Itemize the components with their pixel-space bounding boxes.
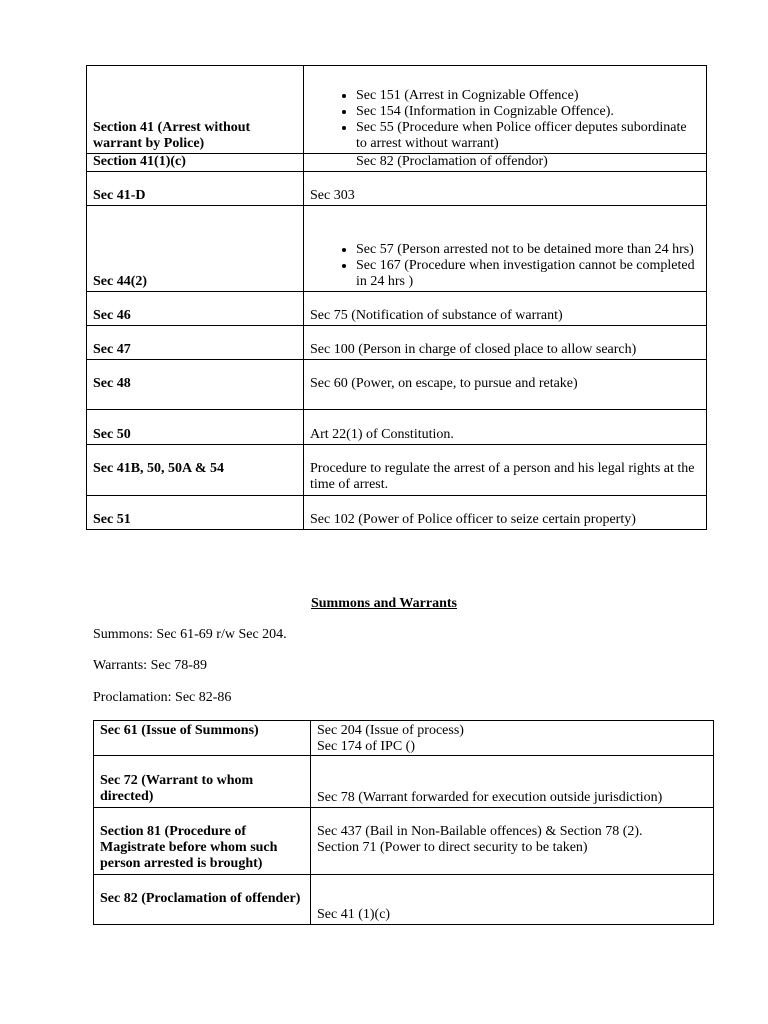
table-row xyxy=(94,808,714,875)
row-label: Sec 46 xyxy=(87,292,304,326)
row-label: Sec 47 xyxy=(87,326,304,360)
row-label: Sec 51 xyxy=(87,496,304,530)
bullet-list xyxy=(310,242,700,290)
row-label: Sec 72 (Warrant to whom directed) xyxy=(94,756,311,808)
cross-reference-table xyxy=(86,65,707,530)
row-detail: Sec 82 (Proclamation of offendor) xyxy=(304,154,707,172)
row-detail: Sec 100 (Person in charge of closed place to allow search) xyxy=(304,326,707,360)
bullet-list xyxy=(310,88,700,152)
row-label: Sec 41B, 50, 50A & 54 xyxy=(87,445,304,496)
table-row xyxy=(94,875,714,925)
paragraph-proclamation: Proclamation: Sec 82-86 xyxy=(93,690,232,705)
table-row xyxy=(94,721,714,756)
table-row xyxy=(87,496,707,530)
row-detail: Sec 60 (Power, on escape, to pursue and retake) xyxy=(304,360,707,410)
row-label: Sec 44(2) xyxy=(87,206,304,292)
list-item: • Sec 154 (Information in Cognizable Offence). xyxy=(356,104,700,120)
table-row xyxy=(87,326,707,360)
row-label: Section 81 (Procedure of Magistrate before whom such person arrested is brought) xyxy=(94,808,311,875)
section-title: Summons and Warrants xyxy=(310,596,457,611)
table-row xyxy=(87,154,707,172)
row-detail: Sec 303 xyxy=(304,172,707,206)
paragraph-warrants: Warrants: Sec 78-89 xyxy=(93,658,207,673)
row-label: Sec 41-D xyxy=(87,172,304,206)
list-item: • Sec 167 (Procedure when investigation cannot be completed in 24 hrs ) xyxy=(356,258,700,290)
row-label: Sec 50 xyxy=(87,410,304,445)
table-row xyxy=(87,410,707,445)
row-detail: Sec 102 (Power of Police officer to seize certain property) xyxy=(304,496,707,530)
table-row xyxy=(87,445,707,496)
table-row xyxy=(87,206,707,292)
row-detail: Sec 75 (Notification of substance of warrant) xyxy=(304,292,707,326)
list-item: • Sec 55 (Procedure when Police officer deputes subordinate to arrest without warrant) xyxy=(356,120,700,152)
row-label: Section 41 (Arrest without warrant by Police) xyxy=(87,66,304,154)
row-label: Sec 61 (Issue of Summons) xyxy=(94,721,311,756)
row-detail: Sec 41 (1)(c) xyxy=(311,875,714,925)
row-detail xyxy=(304,206,707,292)
detail-line: Sec 204 (Issue of process) xyxy=(317,723,464,738)
detail-line: Sec 174 of IPC () xyxy=(317,739,415,754)
row-detail xyxy=(311,721,714,756)
table-row xyxy=(87,360,707,410)
row-label: Sec 82 (Proclamation of offender) xyxy=(94,875,311,925)
row-detail: Procedure to regulate the arrest of a person and his legal rights at the time of arrest. xyxy=(304,445,707,496)
row-detail xyxy=(304,66,707,154)
detail-line: Sec 437 (Bail in Non-Bailable offences) & Section 78 (2). xyxy=(317,824,643,839)
table-row xyxy=(94,756,714,808)
table-row xyxy=(87,292,707,326)
summons-warrants-table xyxy=(93,720,714,925)
row-label: Section 41(1)(c) xyxy=(87,154,304,172)
detail-line: Section 71 (Power to direct security to be taken) xyxy=(317,840,588,855)
row-detail: Art 22(1) of Constitution. xyxy=(304,410,707,445)
table-row xyxy=(87,66,707,154)
table-row xyxy=(87,172,707,206)
list-item: • Sec 151 (Arrest in Cognizable Offence) xyxy=(356,88,700,104)
row-label: Sec 48 xyxy=(87,360,304,410)
paragraph-summons: Summons: Sec 61-69 r/w Sec 204. xyxy=(93,627,287,642)
row-detail: Sec 78 (Warrant forwarded for execution outside jurisdiction) xyxy=(311,756,714,808)
list-item: • Sec 57 (Person arrested not to be detained more than 24 hrs) xyxy=(356,242,700,258)
row-detail xyxy=(311,808,714,875)
